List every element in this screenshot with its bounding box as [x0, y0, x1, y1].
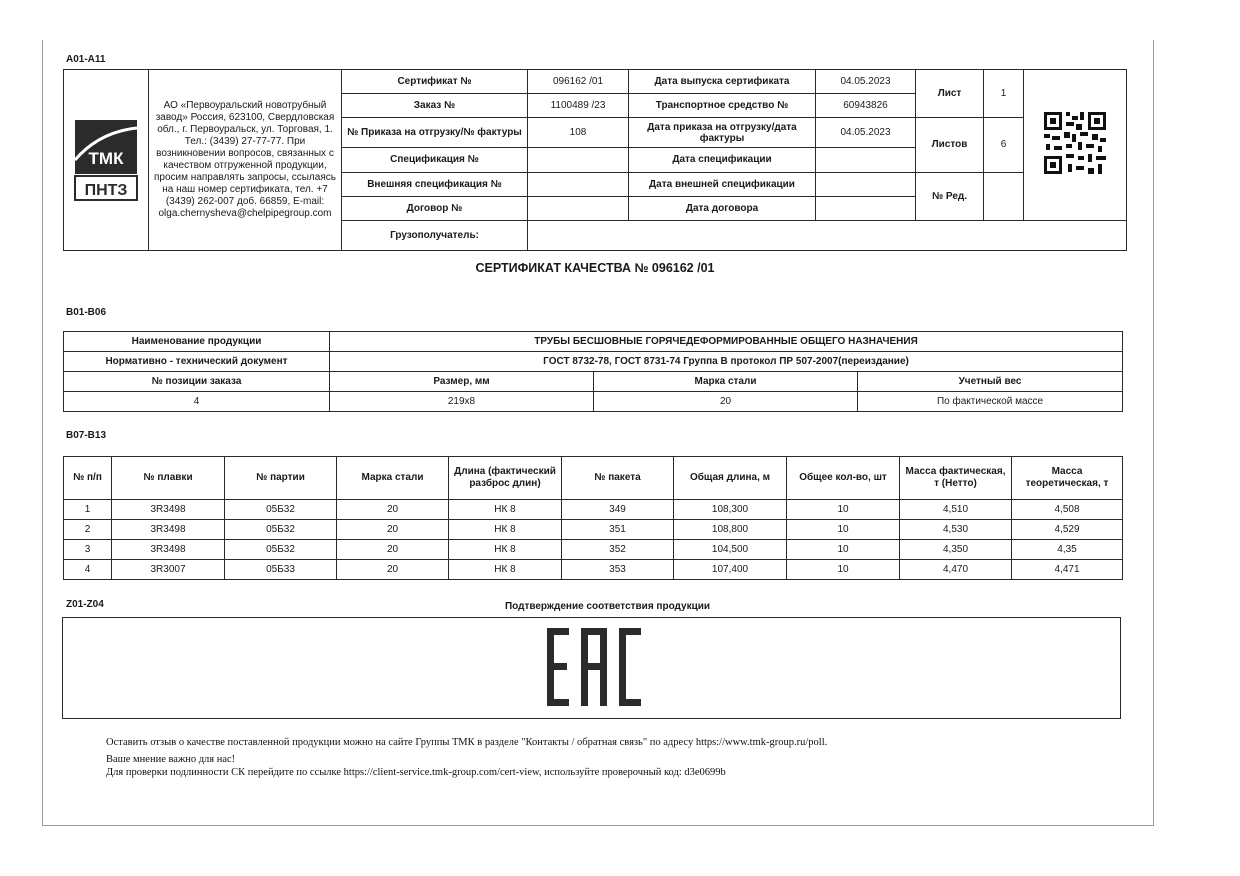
company-info: АО «Первоуральский новотрубный завод» Россия, 623100, Свердловская обл., г. Первоуральск, ул. Торговая, 1. Тел.: (3439) 27-77-77. При возникновении вопросов, связанных с качеством отгруженной продукции, просим направлять запросы, ссылаясь на наш номер сертификата, тел. +7 (3439) 262-007 доб. 66859, E-mail: olga.chernysheva@chelpipegroup.com	[149, 70, 342, 251]
ext-spec-date-label: Дата внешней спецификации	[629, 172, 816, 196]
lots-column-header: Общая длина, м	[674, 457, 787, 500]
lots-column-header: Масса теоретическая, т	[1012, 457, 1123, 500]
shipment-order-label: № Приказа на отгрузку/№ фактуры	[342, 118, 528, 148]
steel-grade-value: 20	[594, 392, 858, 412]
table-cell: 4,529	[1012, 520, 1123, 540]
sheet-value: 1	[984, 70, 1024, 118]
table-cell: НК 8	[449, 540, 562, 560]
revision-label: № Ред.	[916, 172, 984, 220]
spec-date-value	[816, 148, 916, 172]
contract-date-label: Дата договора	[629, 196, 816, 220]
spec-value	[528, 148, 629, 172]
certificate-title: СЕРТИФИКАТ КАЧЕСТВА № 096162 /01	[475, 261, 715, 275]
product-name-label: Наименование продукции	[64, 332, 330, 352]
qr-code-icon	[1042, 110, 1108, 176]
table-row	[64, 500, 1123, 520]
transport-value: 60943826	[816, 94, 916, 118]
table-cell: 4,508	[1012, 500, 1123, 520]
product-name-value: ТРУБЫ БЕСШОВНЫЕ ГОРЯЧЕДЕФОРМИРОВАННЫЕ ОБЩЕГО НАЗНАЧЕНИЯ	[330, 332, 1123, 352]
table-cell: 4,471	[1012, 560, 1123, 580]
table-cell: 353	[562, 560, 674, 580]
normative-doc-label: Нормативно - технический документ	[64, 352, 330, 372]
section-label-b2: B07-B13	[66, 430, 107, 441]
table-cell: 3R3498	[112, 520, 225, 540]
table-cell: 4,530	[900, 520, 1012, 540]
consignee-value	[528, 220, 1127, 250]
table-cell: 20	[337, 520, 449, 540]
table-cell: 4	[64, 560, 112, 580]
table-cell: НК 8	[449, 500, 562, 520]
lots-column-header: № плавки	[112, 457, 225, 500]
section-label-b: B01-B06	[66, 307, 107, 318]
table-cell: 4,350	[900, 540, 1012, 560]
eac-mark-icon	[545, 626, 645, 710]
issue-date-label: Дата выпуска сертификата	[629, 70, 816, 94]
table-cell: 108,800	[674, 520, 787, 540]
lots-column-header: Общее кол-во, шт	[787, 457, 900, 500]
order-value: 1100489 /23	[528, 94, 629, 118]
logo-top-text: ТМК	[88, 149, 124, 168]
table-cell: НК 8	[449, 520, 562, 540]
tmk-pntz-logo	[71, 114, 141, 206]
table-cell: 4,35	[1012, 540, 1123, 560]
contract-date-value	[816, 196, 916, 220]
shipment-order-value: 108	[528, 118, 629, 148]
lots-column-header: Масса фактическая, т (Нетто)	[900, 457, 1012, 500]
contract-label: Договор №	[342, 196, 528, 220]
transport-label: Транспортное средство №	[629, 94, 816, 118]
table-cell: 20	[337, 560, 449, 580]
ext-spec-date-value	[816, 172, 916, 196]
table-cell: 4,510	[900, 500, 1012, 520]
certificate-header-table	[63, 69, 1127, 251]
table-cell: 3R3007	[112, 560, 225, 580]
size-label: Размер, мм	[330, 372, 594, 392]
issue-date-value: 04.05.2023	[816, 70, 916, 94]
table-cell: 10	[787, 560, 900, 580]
table-cell: 05Б32	[225, 520, 337, 540]
table-cell: 10	[787, 520, 900, 540]
shipment-date-value: 04.05.2023	[816, 118, 916, 148]
table-cell: 05Б32	[225, 540, 337, 560]
shipment-date-label: Дата приказа на отгрузку/дата фактуры	[629, 118, 816, 148]
conformity-box	[62, 617, 1121, 719]
sheets-value: 6	[984, 118, 1024, 172]
table-cell: 20	[337, 500, 449, 520]
table-cell: 108,300	[674, 500, 787, 520]
spec-label: Спецификация №	[342, 148, 528, 172]
footer-verification-line: Для проверки подлинности СК перейдите по ссылке https://client-service.tmk-group.com/cert-view, используйте проверочный код: d3e0699b	[106, 767, 726, 778]
order-position-label: № позиции заказа	[64, 372, 330, 392]
table-cell: 10	[787, 540, 900, 560]
lots-table	[63, 456, 1123, 580]
logo-cell	[64, 70, 149, 251]
cert-no-value: 096162 /01	[528, 70, 629, 94]
footer-opinion-line: Ваше мнение важно для нас!	[106, 754, 236, 765]
sheets-label: Листов	[916, 118, 984, 172]
weight-basis-label: Учетный вес	[858, 372, 1123, 392]
table-cell: 10	[787, 500, 900, 520]
spec-date-label: Дата спецификации	[629, 148, 816, 172]
table-cell: 2	[64, 520, 112, 540]
conformity-title: Подтверждение соответствия продукции	[504, 601, 711, 612]
table-cell: 3R3498	[112, 540, 225, 560]
product-table	[63, 331, 1123, 412]
section-label-z: Z01-Z04	[66, 599, 104, 610]
table-cell: 3R3498	[112, 500, 225, 520]
lots-column-header: № пакета	[562, 457, 674, 500]
lots-column-header: Длина (фактический разброс длин)	[449, 457, 562, 500]
ext-spec-value	[528, 172, 629, 196]
table-cell: 349	[562, 500, 674, 520]
table-cell: 20	[337, 540, 449, 560]
table-cell: 352	[562, 540, 674, 560]
lots-column-header: № партии	[225, 457, 337, 500]
cert-no-label: Сертификат №	[342, 70, 528, 94]
qr-cell	[1024, 70, 1127, 221]
lots-column-header: № п/п	[64, 457, 112, 500]
lots-header-row	[64, 457, 1123, 500]
section-label-a: A01-A11	[66, 54, 106, 65]
table-cell: 4,470	[900, 560, 1012, 580]
table-cell: 05Б32	[225, 500, 337, 520]
table-cell: НК 8	[449, 560, 562, 580]
size-value: 219x8	[330, 392, 594, 412]
table-cell: 1	[64, 500, 112, 520]
lots-column-header: Марка стали	[337, 457, 449, 500]
table-cell: 05Б33	[225, 560, 337, 580]
table-cell: 104,500	[674, 540, 787, 560]
order-position-value: 4	[64, 392, 330, 412]
normative-doc-value: ГОСТ 8732-78, ГОСТ 8731-74 Группа В протокол ПР 507-2007(переиздание)	[330, 352, 1123, 372]
consignee-label: Грузополучатель:	[342, 220, 528, 250]
footer-feedback-line: Оставить отзыв о качестве поставленной продукции можно на сайте Группы ТМК в разделе "Контакты / обратная связь" по адресу https://www.tmk-group.ru/poll.	[106, 737, 828, 748]
ext-spec-label: Внешняя спецификация №	[342, 172, 528, 196]
table-cell: 3	[64, 540, 112, 560]
logo-bottom-text: ПНТЗ	[84, 182, 128, 199]
table-row	[64, 540, 1123, 560]
weight-basis-value: По фактической массе	[858, 392, 1123, 412]
table-row	[64, 560, 1123, 580]
contract-value	[528, 196, 629, 220]
revision-value	[984, 172, 1024, 220]
order-label: Заказ №	[342, 94, 528, 118]
table-cell: 107,400	[674, 560, 787, 580]
table-row	[64, 520, 1123, 540]
sheet-label: Лист	[916, 70, 984, 118]
steel-grade-label: Марка стали	[594, 372, 858, 392]
table-cell: 351	[562, 520, 674, 540]
